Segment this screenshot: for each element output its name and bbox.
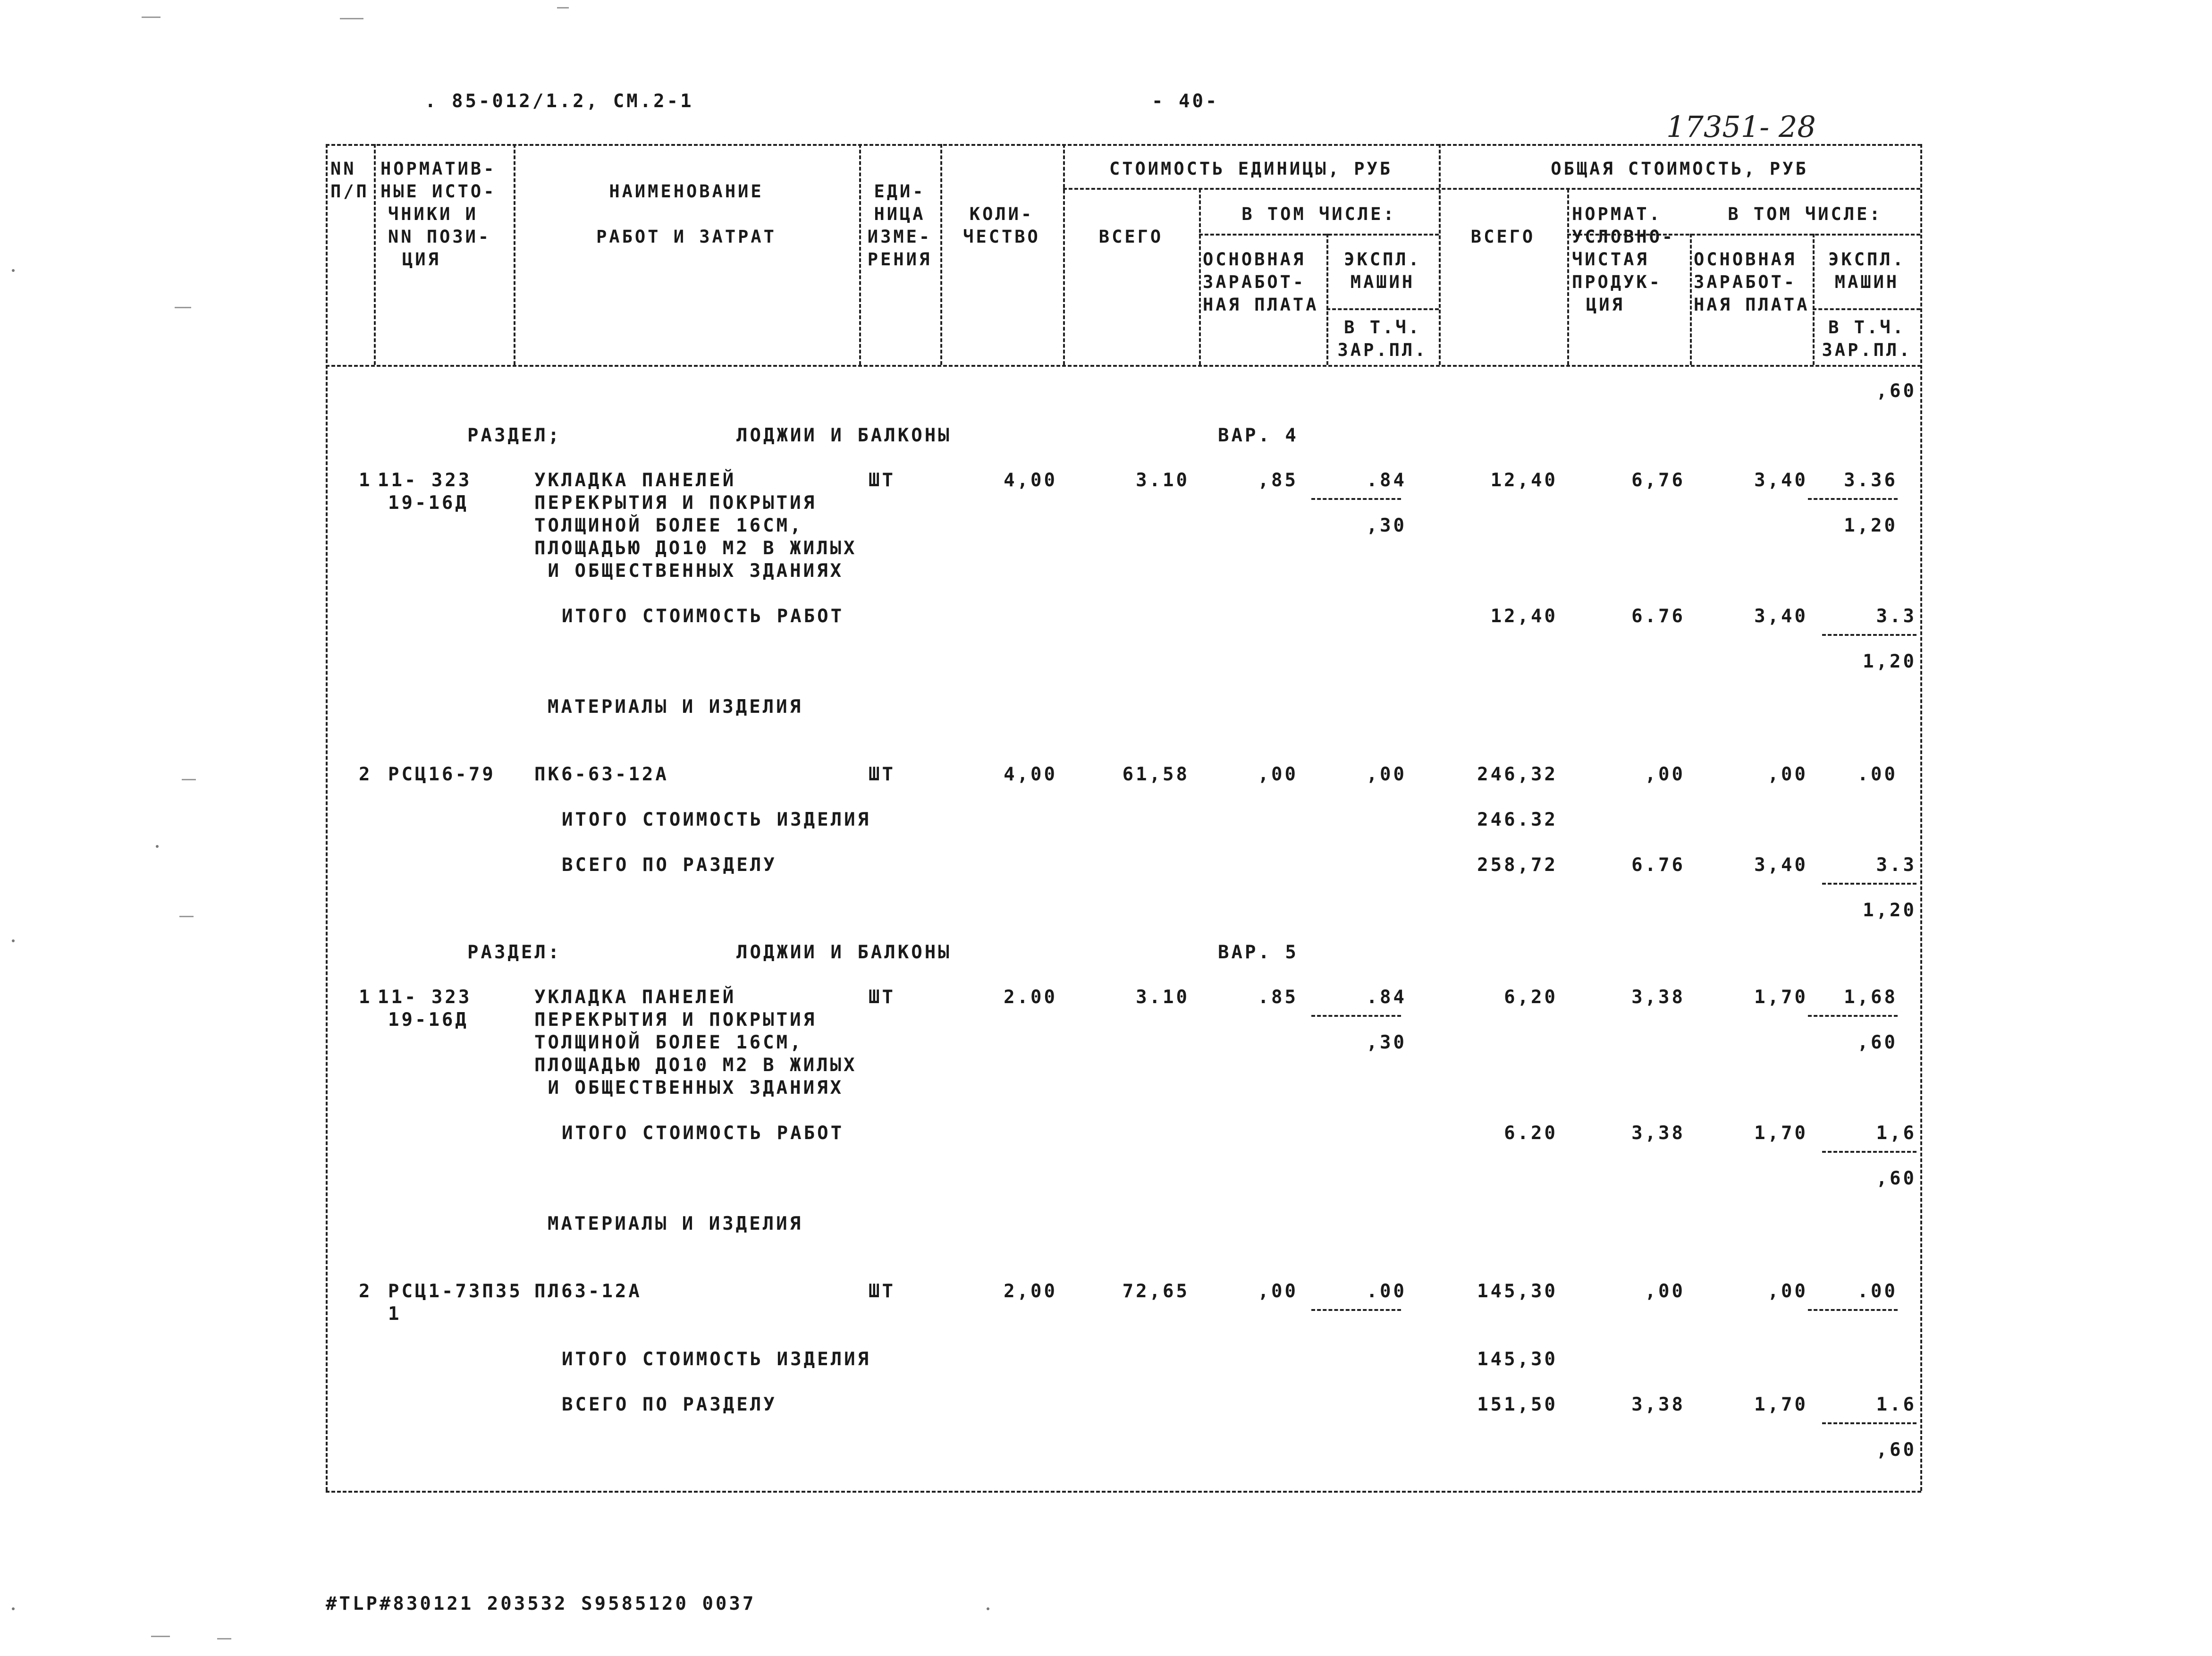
work-name-line: ПЕРЕКРЫТИЯ И ПОКРЫТИЯ	[534, 492, 817, 514]
hdr-incl-1: В Т.Ч.	[1344, 317, 1421, 338]
section-total-normat: 6.76	[1631, 854, 1685, 876]
work-code: 11- 323	[378, 470, 472, 491]
materials-title: МАТЕРИАЛЫ И ИЗДЕЛИЯ	[548, 1213, 803, 1234]
underline	[1808, 498, 1898, 500]
work-name-line: УКЛАДКА ПАНЕЛЕЙ	[534, 470, 736, 491]
work-num: 1	[359, 470, 372, 491]
material-total: 246,32	[1477, 764, 1558, 785]
work-total-mach-wage: 1,20	[1863, 651, 1917, 672]
hdr-vsego-2: ВСЕГО	[1470, 227, 1536, 247]
work-mach-wage: 1,20	[1844, 515, 1898, 536]
work-total-sum: 12,40	[1490, 606, 1558, 627]
work-code: 11- 323	[378, 987, 472, 1008]
work-total-normat: 3,38	[1631, 1123, 1685, 1144]
material-unit-wage: ,00	[1258, 764, 1298, 785]
section-total-normat: 3,38	[1631, 1394, 1685, 1415]
hdr-mach-1: ЭКСПЛ.	[1344, 249, 1421, 270]
underline	[1822, 883, 1917, 885]
work-total-mach: 1,6	[1876, 1123, 1917, 1144]
material-code-2: 1	[388, 1303, 402, 1325]
work-total-wage: 1,70	[1754, 1123, 1808, 1144]
work-qty: 4,00	[1004, 470, 1057, 491]
scan-dot	[12, 939, 15, 942]
work-code-2: 19-16Д	[388, 492, 469, 514]
material-unit-wage: ,00	[1258, 1281, 1298, 1302]
work-name-line: И ОБЩЕСТВЕННЫХ ЗДАНИЯХ	[534, 560, 844, 582]
work-unit-total: 3.10	[1136, 470, 1190, 491]
material-qty: 4,00	[1004, 764, 1057, 785]
section-total-label: ВСЕГО ПО РАЗДЕЛУ	[562, 1394, 777, 1415]
material-total-sum: 145,30	[1477, 1349, 1558, 1370]
work-total-mach-wage: ,60	[1876, 1168, 1917, 1189]
hdr-wage-1: ОСНОВНАЯ	[1203, 249, 1306, 270]
hdr-normat-5: ЦИЯ	[1586, 295, 1625, 315]
section-variant: ВАР. 4	[1218, 425, 1299, 446]
work-name-line: ПЛОЩАДЬЮ ДО10 М2 В ЖИЛЫХ	[534, 1055, 857, 1076]
work-name-line: УКЛАДКА ПАНЕЛЕЙ	[534, 987, 736, 1008]
hdr-vsego-1: ВСЕГО	[1098, 227, 1164, 247]
hdr-name-1: НАИМЕНОВАНИЕ	[609, 181, 764, 202]
section-total-mach: 3.3	[1876, 854, 1917, 876]
hdr-wage2-2: ЗАРАБОТ-	[1694, 272, 1797, 292]
section-total-mach-wage: 1,20	[1863, 900, 1917, 921]
hdr-qty-2: ЧЕСТВО	[963, 227, 1040, 247]
hdr-norm-3: ЧНИКИ И	[388, 204, 478, 224]
header-hsep-4	[1326, 308, 1439, 310]
materials-title: МАТЕРИАЛЫ И ИЗДЕЛИЯ	[548, 696, 803, 718]
scan-speck	[340, 18, 363, 19]
handwritten-stamp: 17351- 28	[1666, 110, 1816, 144]
document-code: . 85-012/1.2, CM.2-1	[425, 91, 694, 112]
underline	[1808, 1015, 1898, 1017]
scan-speck	[142, 17, 160, 18]
underline	[1311, 498, 1401, 500]
work-unit-total: 3.10	[1136, 987, 1190, 1008]
work-mach-wage: ,60	[1857, 1032, 1898, 1053]
section-name: ЛОДЖИИ И БАЛКОНЫ	[736, 425, 952, 446]
header-hsep-5	[1813, 308, 1920, 310]
hdr-normat-3: ЧИСТАЯ	[1572, 249, 1649, 270]
material-code: РСЦ1-73П35	[388, 1281, 523, 1302]
work-unit-mach-wage: ,30	[1366, 1032, 1407, 1053]
material-unit-mach: .00	[1366, 1281, 1407, 1302]
section-total-wage: 1,70	[1754, 1394, 1808, 1415]
section-total-sum: 258,72	[1477, 854, 1558, 876]
work-unit-mach-wage: ,30	[1366, 515, 1407, 536]
work-total-label: ИТОГО СТОИМОСТЬ РАБОТ	[562, 1123, 844, 1144]
hdr-mach-2: МАШИН	[1350, 272, 1415, 292]
hdr-qty-1: КОЛИ-	[969, 204, 1034, 224]
work-qty: 2.00	[1004, 987, 1057, 1008]
material-unit: ШТ	[869, 1281, 895, 1302]
scan-dot	[987, 1607, 989, 1610]
section-label: РАЗДЕЛ;	[467, 425, 562, 446]
underline	[1822, 1422, 1917, 1424]
material-total-label: ИТОГО СТОИМОСТЬ ИЗДЕЛИЯ	[562, 1349, 871, 1370]
col-sep-4	[940, 144, 942, 365]
work-total-wage: 3,40	[1754, 606, 1808, 627]
hdr-wage-2: ЗАРАБОТ-	[1203, 272, 1306, 292]
hdr-nn: NN	[330, 159, 356, 179]
section-total-mach: 1.6	[1876, 1394, 1917, 1415]
hdr-unit-2: НИЦА	[874, 204, 926, 224]
underline	[1311, 1015, 1401, 1017]
hdr-normat-2: УСЛОВНО-	[1572, 227, 1675, 247]
material-unit-mach: ,00	[1366, 764, 1407, 785]
work-normat: 6,76	[1631, 470, 1685, 491]
scan-dot	[12, 269, 15, 272]
scan-speck	[151, 1636, 170, 1637]
material-wage: ,00	[1767, 764, 1808, 785]
scan-speck	[182, 779, 196, 780]
material-qty: 2,00	[1004, 1281, 1057, 1302]
material-unit: ШТ	[869, 764, 895, 785]
material-code: РСЦ16-79	[388, 764, 496, 785]
hdr-mach2-2: МАШИН	[1834, 272, 1900, 292]
work-normat: 3,38	[1631, 987, 1685, 1008]
scan-speck	[557, 7, 569, 8]
col-sep-10	[1690, 234, 1692, 365]
hdr-incl2-2: ЗАР.ПЛ.	[1822, 340, 1912, 360]
hdr-norm-5: ЦИЯ	[402, 249, 441, 270]
col-sep-2	[514, 144, 515, 365]
material-name: ПК6-63-12А	[534, 764, 669, 785]
hdr-unit-4: РЕНИЯ	[867, 249, 932, 270]
work-total-label: ИТОГО СТОИМОСТЬ РАБОТ	[562, 606, 844, 627]
hdr-mach2-1: ЭКСПЛ.	[1828, 249, 1906, 270]
material-num: 2	[359, 1281, 372, 1302]
scan-dot	[12, 1607, 15, 1610]
col-sep-9	[1567, 189, 1569, 365]
hdr-norm-1: НОРМАТИВ-	[380, 159, 497, 179]
scan-speck	[217, 1638, 231, 1639]
underline	[1808, 1309, 1898, 1311]
work-name-line: ПЕРЕКРЫТИЯ И ПОКРЫТИЯ	[534, 1009, 817, 1031]
underline	[1311, 1309, 1401, 1311]
work-total-mach: 3.3	[1876, 606, 1917, 627]
section-variant: ВАР. 5	[1218, 942, 1299, 963]
work-unit-mach: .84	[1366, 987, 1407, 1008]
section-total-mach-wage: ,60	[1876, 1439, 1917, 1461]
work-unit: ШТ	[869, 987, 895, 1008]
hdr-norm-4: NN ПОЗИ-	[388, 227, 491, 247]
work-unit: ШТ	[869, 470, 895, 491]
work-mach: 1,68	[1844, 987, 1898, 1008]
page-number: - 40-	[1152, 91, 1219, 112]
hdr-normat-4: ПРОДУК-	[1572, 272, 1662, 292]
material-unit-total: 72,65	[1122, 1281, 1190, 1302]
underline	[1822, 1151, 1917, 1153]
underline	[1822, 634, 1917, 636]
work-num: 1	[359, 987, 372, 1008]
work-name-line: ПЛОЩАДЬЮ ДО10 М2 В ЖИЛЫХ	[534, 538, 857, 559]
hdr-pp: П/П	[330, 181, 369, 202]
work-total-normat: 6.76	[1631, 606, 1685, 627]
material-total: 145,30	[1477, 1281, 1558, 1302]
work-name-line: И ОБЩЕСТВЕННЫХ ЗДАНИЯХ	[534, 1077, 844, 1098]
scan-speck	[179, 916, 194, 917]
col-sep-1	[374, 144, 376, 365]
section-label: РАЗДЕЛ:	[467, 942, 562, 963]
work-mach: 3.36	[1844, 470, 1898, 491]
material-wage: ,00	[1767, 1281, 1808, 1302]
work-unit-wage: ,85	[1258, 470, 1298, 491]
work-wage: 3,40	[1754, 470, 1808, 491]
hdr-incl-2: ЗАР.ПЛ.	[1337, 340, 1428, 360]
work-unit-mach: .84	[1366, 470, 1407, 491]
material-total-sum: 246.32	[1477, 809, 1558, 830]
hdr-wage-3: НАЯ ПЛАТА	[1203, 295, 1319, 315]
section-total-wage: 3,40	[1754, 854, 1808, 876]
hdr-unit-1: ЕДИ-	[874, 181, 926, 202]
hdr-norm-2: НЫЕ ИСТО-	[380, 181, 497, 202]
work-name-line: ТОЛЩИНОЙ БОЛЕЕ 16СМ,	[534, 1032, 803, 1053]
hdr-unit-cost: СТОИМОСТЬ ЕДИНИЦЫ, РУБ	[1109, 159, 1393, 179]
header-hsep-2	[1199, 234, 1439, 236]
table-top-border	[326, 144, 1921, 146]
section-name: ЛОДЖИИ И БАЛКОНЫ	[736, 942, 952, 963]
section-total-label: ВСЕГО ПО РАЗДЕЛУ	[562, 854, 777, 876]
hdr-wage2-1: ОСНОВНАЯ	[1694, 249, 1797, 270]
hdr-incl2-1: В Т.Ч.	[1828, 317, 1906, 338]
work-total: 12,40	[1490, 470, 1558, 491]
header-hsep-1	[1063, 188, 1920, 190]
scan-dot	[156, 845, 159, 848]
hdr-in-that-1: В ТОМ ЧИСЛЕ:	[1241, 204, 1396, 224]
table-bottom-border	[326, 1491, 1921, 1493]
material-num: 2	[359, 764, 372, 785]
hdr-wage2-3: НАЯ ПЛАТА	[1694, 295, 1810, 315]
hdr-normat-1: НОРМАТ.	[1572, 204, 1662, 224]
carry-over: ,60	[1876, 380, 1917, 402]
hdr-unit-3: ИЗМЕ-	[867, 227, 932, 247]
footer-code: #TLP#830121 203532 S9585120 0037	[326, 1593, 756, 1614]
hdr-in-that-2: В ТОМ ЧИСЛЕ:	[1728, 204, 1883, 224]
material-unit-total: 61,58	[1122, 764, 1190, 785]
material-name: ПЛ63-12А	[534, 1281, 642, 1302]
table-left-border	[326, 144, 328, 1491]
material-mach: .00	[1857, 1281, 1898, 1302]
work-wage: 1,70	[1754, 987, 1808, 1008]
hdr-name-2: РАБОТ И ЗАТРАТ	[596, 227, 777, 247]
work-name-line: ТОЛЩИНОЙ БОЛЕЕ 16СМ,	[534, 515, 803, 536]
material-total-label: ИТОГО СТОИМОСТЬ ИЗДЕЛИЯ	[562, 809, 871, 830]
header-bottom-border	[326, 365, 1921, 367]
material-normat: ,00	[1645, 1281, 1685, 1302]
work-total: 6,20	[1504, 987, 1558, 1008]
work-unit-wage: .85	[1258, 987, 1298, 1008]
work-code-2: 19-16Д	[388, 1009, 469, 1031]
scan-speck	[175, 307, 191, 308]
table-right-border	[1920, 144, 1922, 1491]
hdr-total-cost: ОБЩАЯ СТОИМОСТЬ, РУБ	[1551, 159, 1808, 179]
material-mach: .00	[1857, 764, 1898, 785]
section-total-sum: 151,50	[1477, 1394, 1558, 1415]
work-total-sum: 6.20	[1504, 1123, 1558, 1144]
material-normat: ,00	[1645, 764, 1685, 785]
